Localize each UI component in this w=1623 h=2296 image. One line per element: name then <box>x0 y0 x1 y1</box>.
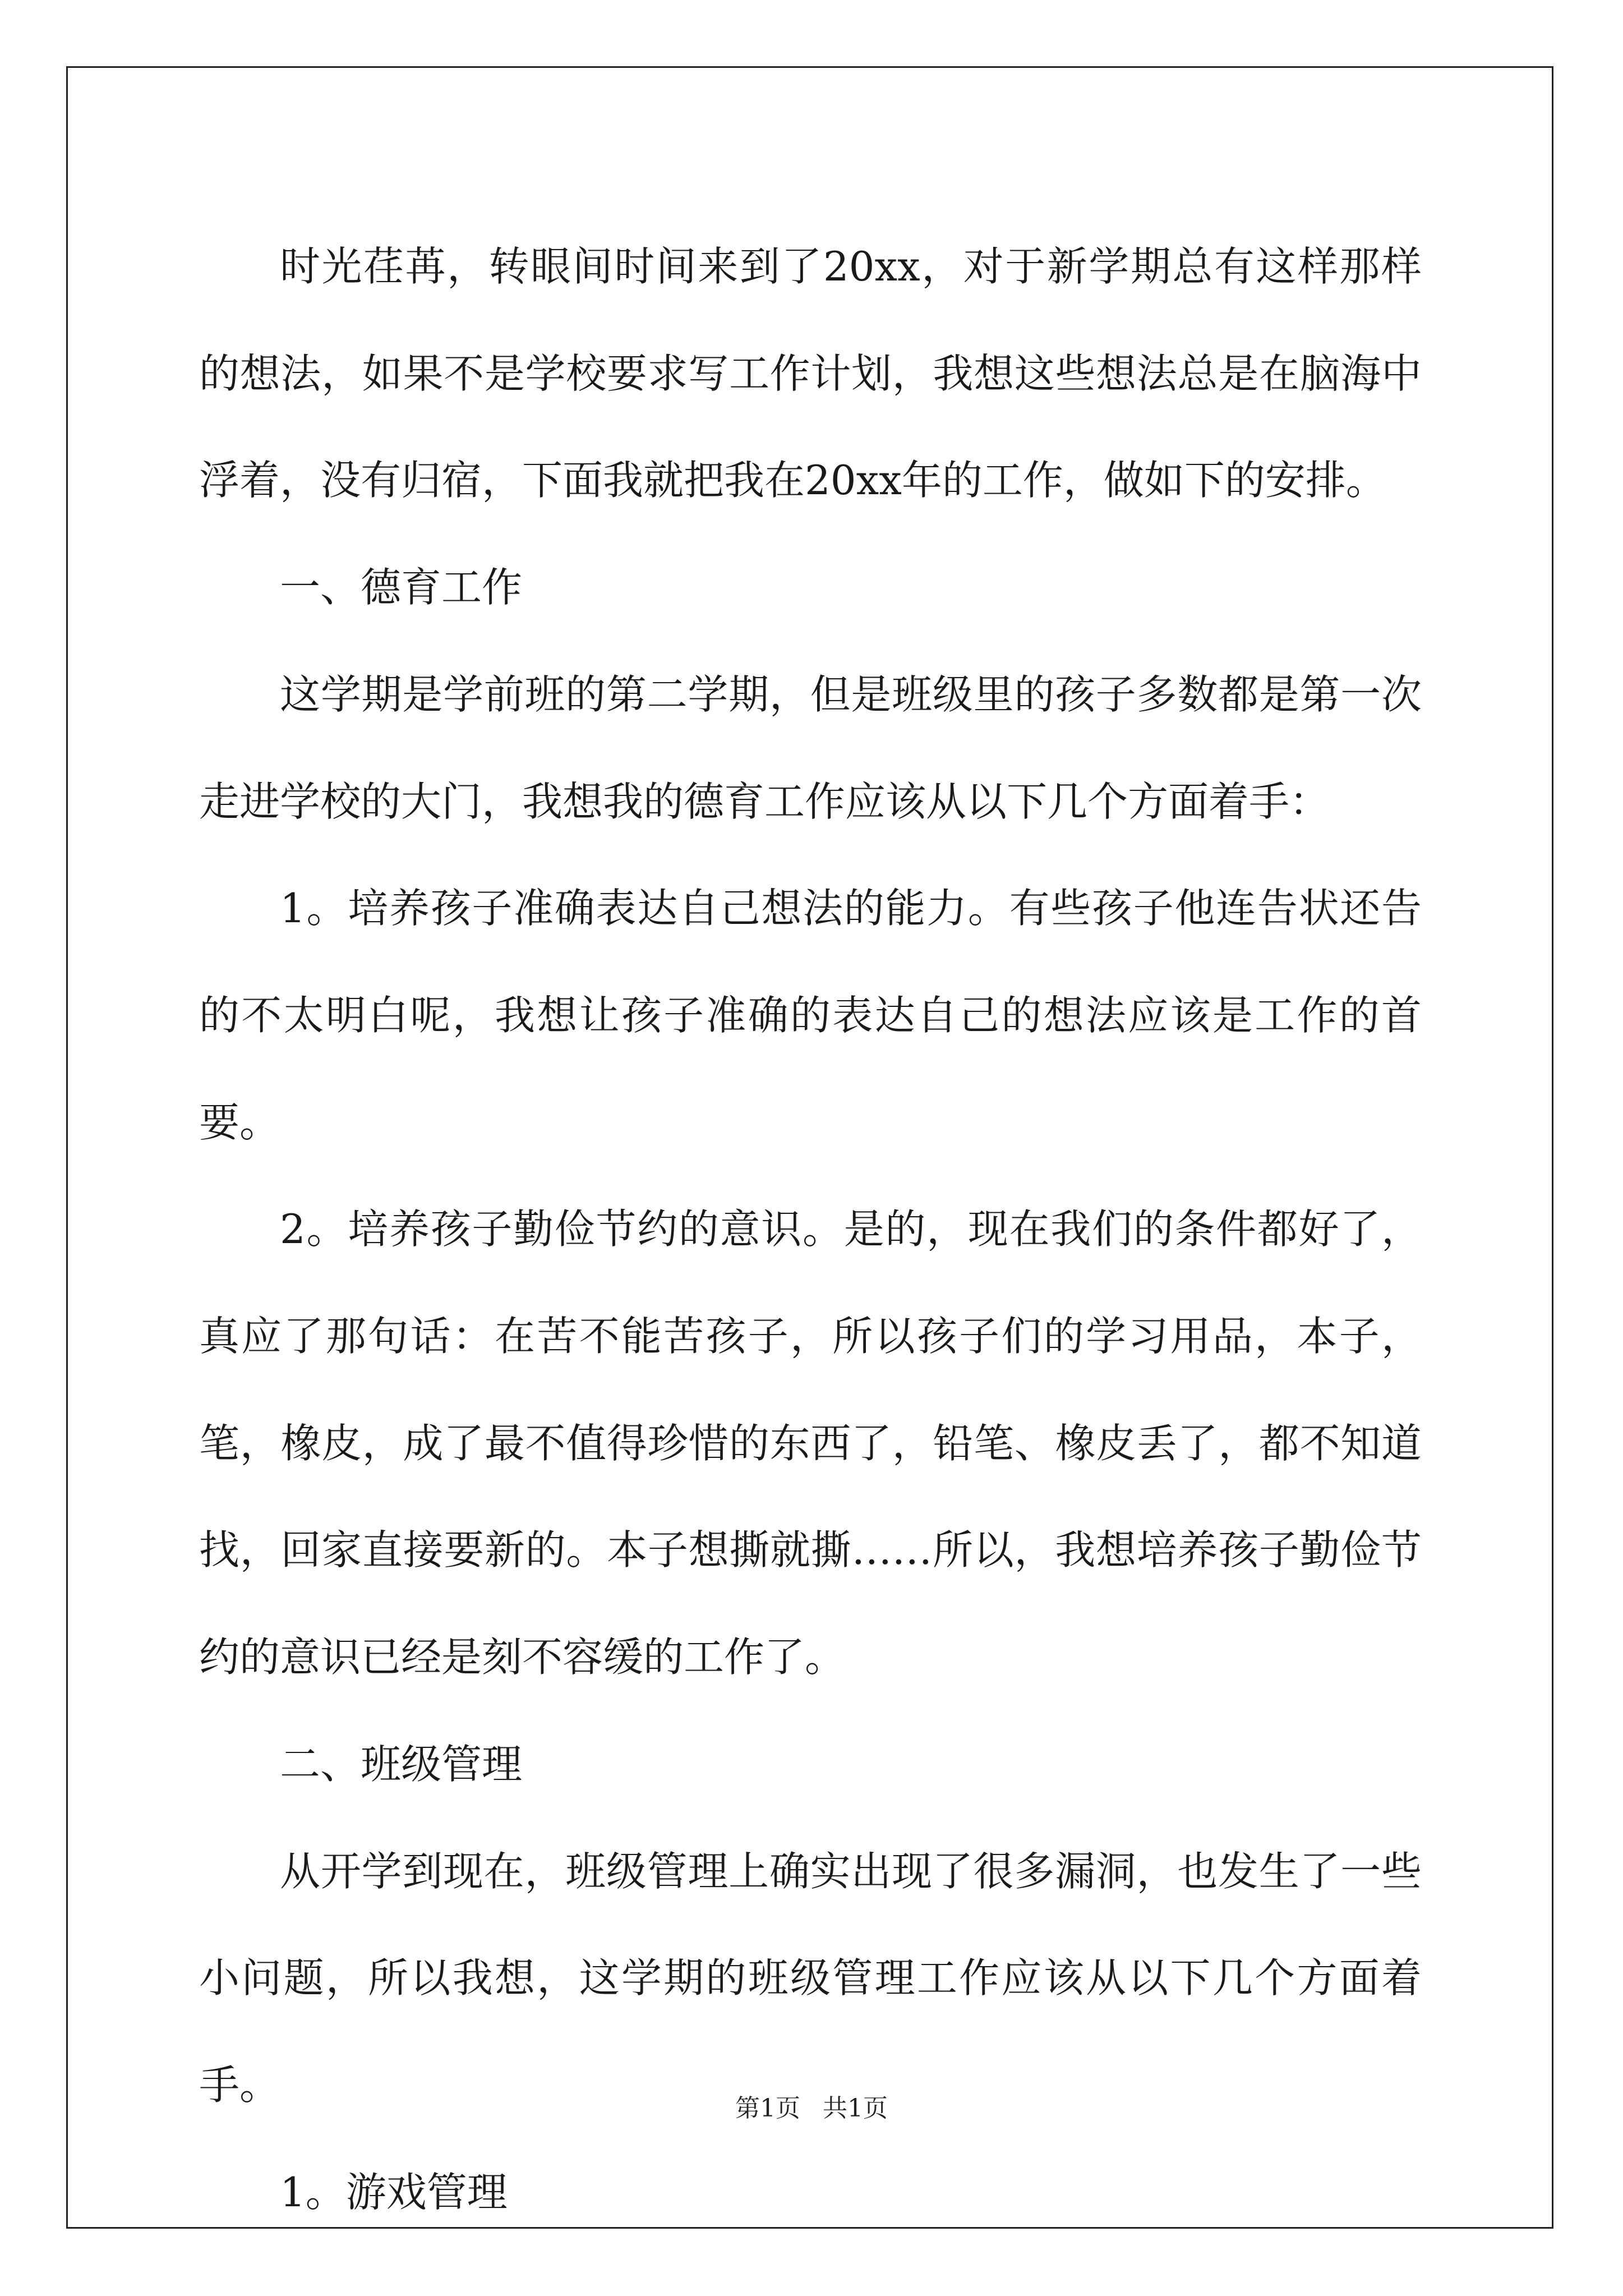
heading-class-management: 二、班级管理 <box>280 1740 523 1788</box>
list-item-expression: 1。培养孩子准确表达自己想法的能力。有些孩子他连告状还告的不太明白呢，我想让孩子准确的表达自己的想法应该是工作的首要。 <box>199 885 1422 1146</box>
page-number: 第1页 <box>735 2094 800 2123</box>
paragraph-moral-education: 这学期是学前班的第二学期，但是班级里的孩子多数都是第一次走进学校的大门，我想我的德育工作应该从以下几个方面着手： <box>199 670 1422 825</box>
list-item-game-management: 1。游戏管理 <box>280 2168 508 2216</box>
list-item-thrift: 2。培养孩子勤俭节约的意识。是的，现在我们的条件都好了，真应了那句话：在苦不能苦孩子，所以孩子们的学习用品，本子，笔，橡皮，成了最不值得珍惜的东西了，铅笔、橡皮丢了，都不知道找，回家直接要新的。本子想撕就撕……所以，我想培养孩子勤俭节约的意识已经是刻不容缓的工作了。 <box>199 1205 1422 1681</box>
paragraph-intro: 时光荏苒，转眼间时间来到了20xx，对于新学期总有这样那样的想法，如果不是学校要求写工作计划，我想这些想法总是在脑海中浮着，没有归宿，下面我就把我在20xx年的工作，做如下的安排。 <box>199 243 1422 504</box>
paragraph-class-management: 从开学到现在，班级管理上确实出现了很多漏洞，也发生了一些小问题，所以我想，这学期的班级管理工作应该从以下几个方面着手。 <box>199 1847 1422 2109</box>
page-footer <box>0 2088 1623 2124</box>
page-total: 共1页 <box>823 2094 888 2123</box>
heading-moral-education: 一、德育工作 <box>280 564 523 611</box>
document-body <box>199 213 1422 2246</box>
